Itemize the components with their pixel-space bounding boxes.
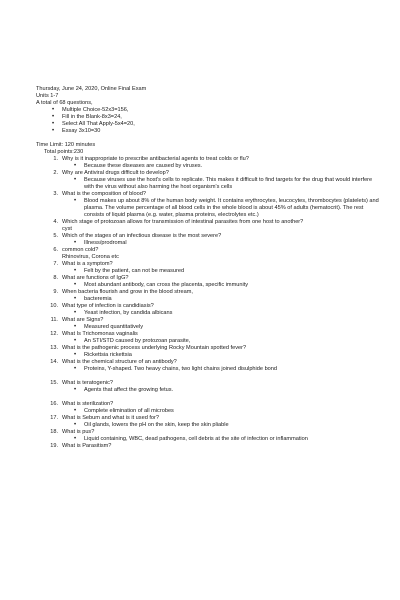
question-text: What is pus? — [62, 429, 95, 435]
exam-section-item: • Multiple Choice-52x3=156, — [50, 107, 380, 114]
answer-list — [62, 324, 380, 331]
question-text: What is Sebum and what is it used for? — [62, 415, 160, 421]
answer-item: • bacteremia — [72, 296, 380, 303]
question-item — [36, 443, 380, 450]
spacer — [36, 394, 380, 401]
answer-item: • Most abundant antibody, can cross the placenta, specific immunity — [72, 282, 380, 289]
answer-item: • Agents that affect the growing fetus. — [72, 387, 380, 394]
answer-item: • Oil glands, lowers the pH on the skin, keep the skin pliable — [72, 422, 380, 429]
answer-item: • Rickettsia rickettsia — [72, 352, 380, 359]
question-number: 6. — [53, 247, 58, 253]
question-number: 14. — [50, 359, 58, 365]
answer-list — [62, 422, 380, 429]
question-text: Which of the stages of an infectious disease is the most severe? — [62, 233, 222, 239]
question-item — [36, 415, 380, 429]
question-text: What are functions of IgG? — [62, 275, 129, 281]
exam-units: Units 1-7 — [36, 93, 59, 99]
question-number: 4. — [53, 219, 58, 225]
answer-item: • Because viruses use the host's cells to replicate. This makes it difficult to find targets for the drug that would interfere with the virus without also harming the host organism's cells — [72, 177, 380, 191]
answer-item: • Complete elimination of all microbes — [72, 408, 380, 415]
answer-item: • An STI/STD caused by protozoan parasite, — [72, 338, 380, 345]
question-text: Why are Antiviral drugs difficult to develop? — [62, 170, 169, 176]
question-item — [36, 233, 380, 247]
answer-item: • Liquid containing, WBC, dead pathogens, cell debris at the site of infection or inflammation — [72, 436, 380, 443]
exam-total-questions: A total of 68 questions, — [36, 100, 93, 106]
question-number: 11. — [50, 317, 58, 323]
answer-item: • Blood makes up about 8% of the human body weight. It contains erythrocytes, leucocytes, thrombocytes (platelets) and plasma. The volume percentage of all blood cells in the whole blood is about 45% of adults (hematocrit). The rest consists of liquid plasma (e.g. water, plasma proteins, electrolytes etc.) — [72, 198, 380, 219]
exam-section-item: • Essay 3x10=30 — [50, 128, 380, 135]
question-item — [36, 401, 380, 415]
question-number: 1. — [53, 156, 58, 162]
question-item — [36, 380, 380, 394]
question-item — [36, 170, 380, 191]
question-text: What is the pathogenic process underlying Rocky Mountain spotted fever? — [62, 345, 247, 351]
answer-list — [62, 240, 380, 247]
answer-item: • Yeast infection, by candida albicans — [72, 310, 380, 317]
question-number: 15. — [50, 380, 58, 386]
answer-list — [62, 268, 380, 275]
question-number: 8. — [53, 275, 58, 281]
question-text: What type of infection is candidiasis? — [62, 303, 154, 309]
answer-item: • Illness/prodromal — [72, 240, 380, 247]
question-number: 5. — [53, 233, 58, 239]
question-number: 16. — [50, 401, 58, 407]
answer-item: • Measured quantitatively — [72, 324, 380, 331]
spacer — [36, 373, 380, 380]
answer-item: • Felt by the patient, can not be measured — [72, 268, 380, 275]
question-number: 9. — [53, 289, 58, 295]
question-text: What is Parasitism? — [62, 443, 112, 449]
question-text: What is a symptom? — [62, 261, 113, 267]
question-number: 18. — [50, 429, 58, 435]
question-item — [36, 331, 380, 345]
answer-item: • Proteins, Y-shaped. Two heavy chains, two light chains joined disulphide bond — [72, 366, 380, 373]
answer-list — [62, 177, 380, 191]
question-answer-inline: Rhinovirus, Corona etc — [62, 254, 119, 260]
time-limit: Time Limit: 120 minutes — [36, 142, 96, 148]
exam-notes — [36, 86, 380, 450]
question-number: 2. — [53, 170, 58, 176]
answer-list — [62, 338, 380, 345]
question-item — [36, 191, 380, 219]
answer-list — [62, 366, 380, 373]
question-item — [36, 261, 380, 275]
question-number: 3. — [53, 191, 58, 197]
answer-item: • Because these diseases are caused by viruses. — [72, 163, 380, 170]
question-item — [36, 247, 380, 261]
answer-list — [62, 282, 380, 289]
question-number: 7. — [53, 261, 58, 267]
answer-list — [62, 163, 380, 170]
question-item — [36, 219, 380, 233]
question-text: What are Signs? — [62, 317, 104, 323]
spacer — [36, 135, 380, 142]
answer-list — [62, 310, 380, 317]
question-text: What is the composition of blood? — [62, 191, 146, 197]
question-number: 19. — [50, 443, 58, 449]
question-text: When bacteria flourish and grow in the blood stream, — [62, 289, 193, 295]
answer-list — [62, 352, 380, 359]
exam-sections-list — [50, 107, 380, 135]
exam-date: Thursday, June 24, 2020, Online Final Exam — [36, 86, 147, 92]
question-text: Why is it inappropriate to prescribe antibacterial agents to treat colds or flu? — [62, 156, 249, 162]
exam-section-item: • Fill in the Blank-8x3=24, — [50, 114, 380, 121]
question-answer-inline: cyst — [62, 226, 72, 232]
question-item — [36, 317, 380, 331]
question-text: Which stage of protozoan allows for transmission of intestinal parasites from one host to another? — [62, 219, 304, 225]
answer-list — [62, 436, 380, 443]
question-item — [36, 275, 380, 289]
question-number: 10. — [50, 303, 58, 309]
question-item — [36, 429, 380, 443]
question-item — [36, 156, 380, 170]
answer-list — [62, 198, 380, 219]
questions-list — [36, 156, 380, 450]
total-points: Total points:230 — [44, 149, 84, 155]
answer-list — [62, 387, 380, 394]
question-text: What is teratogenic? — [62, 380, 113, 386]
question-text: What Is Trichomonas vaginalis — [62, 331, 138, 337]
question-item — [36, 359, 380, 373]
exam-section-item: • Select All That Apply-5x4=20, — [50, 121, 380, 128]
question-text: What is the chemical structure of an antibody? — [62, 359, 177, 365]
question-item — [36, 345, 380, 359]
answer-list — [62, 408, 380, 415]
question-number: 13. — [50, 345, 58, 351]
question-text: common cold? — [62, 247, 99, 253]
question-number: 17. — [50, 415, 58, 421]
question-item — [36, 289, 380, 303]
answer-list — [62, 296, 380, 303]
question-item — [36, 303, 380, 317]
question-text: What is sterilization? — [62, 401, 114, 407]
question-number: 12. — [50, 331, 58, 337]
